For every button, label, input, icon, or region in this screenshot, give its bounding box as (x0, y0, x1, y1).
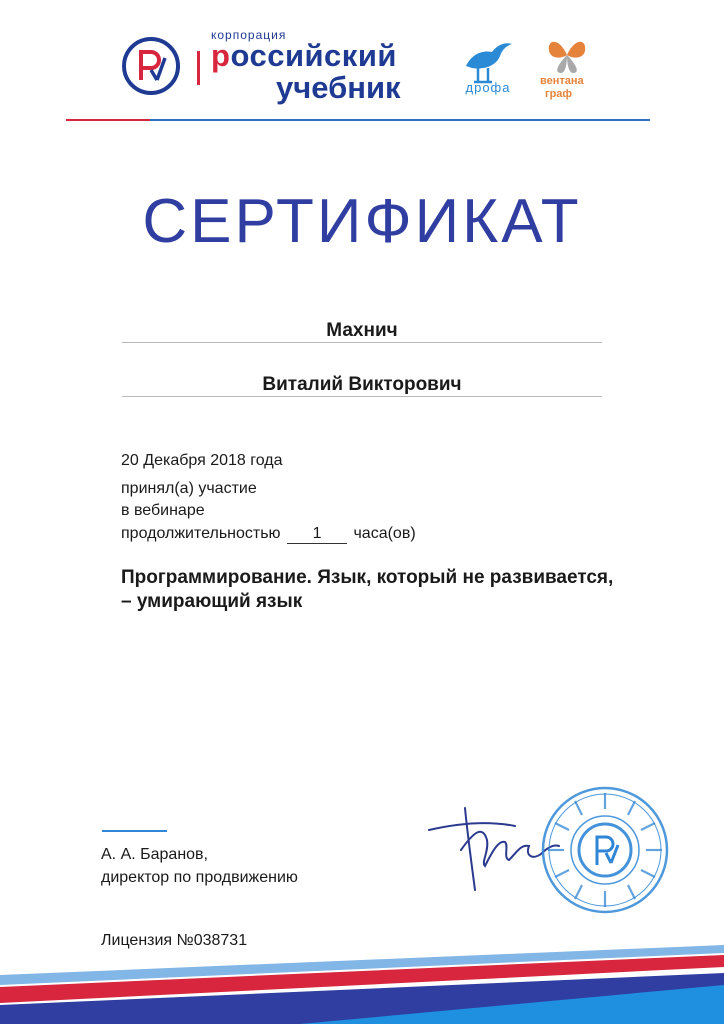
duration-suffix: часа(ов) (353, 525, 416, 542)
brand-divider (197, 51, 200, 85)
brand-subtitle: корпорация (211, 28, 287, 42)
drofa-logo-text: дрофа (465, 80, 511, 95)
rossiyskiy-uchebnik-logo-icon (121, 36, 181, 96)
duration-prefix: продолжительностью (121, 525, 281, 542)
header-divider-red (66, 119, 150, 121)
certificate-title: СЕРТИФИКАТ (142, 187, 582, 256)
footer-decoration (0, 945, 724, 1024)
ventana-text-line1: вентана (540, 75, 584, 87)
duration-hours: 1 (287, 525, 347, 544)
duration-line (121, 525, 416, 544)
name-underline (122, 342, 602, 343)
signer-name: А. А. Баранов, (101, 846, 208, 863)
recipient-last-name: Махнич (326, 320, 398, 341)
webinar-text: в вебинаре (121, 502, 205, 519)
drofa-bird-icon (458, 36, 518, 84)
brand-letter-r: р (211, 38, 231, 73)
name-underline (122, 396, 602, 397)
topic-line1: Программирование. Язык, который не развивается, (121, 567, 614, 588)
license-number: Лицензия №038731 (101, 932, 248, 949)
recipient-first-middle-name: Виталий Викторович (262, 374, 462, 395)
company-seal-icon (540, 785, 670, 915)
ventana-text-line2: граф (545, 88, 573, 100)
webinar-topic (121, 566, 681, 614)
brand-name-rest: оссийский (230, 38, 397, 73)
brand-name-line1 (211, 38, 397, 74)
participation-text: принял(а) участие (121, 480, 257, 497)
signer-role: директор по продвижению (101, 869, 298, 886)
ventana-graf-butterfly-icon (545, 35, 589, 75)
signature-accent-rule (102, 830, 167, 832)
brand-name-line2: учебник (276, 70, 401, 105)
event-date: 20 Декабря 2018 года (121, 452, 283, 469)
topic-line2: – умирающий язык (121, 591, 303, 612)
header-divider-blue (150, 119, 650, 121)
